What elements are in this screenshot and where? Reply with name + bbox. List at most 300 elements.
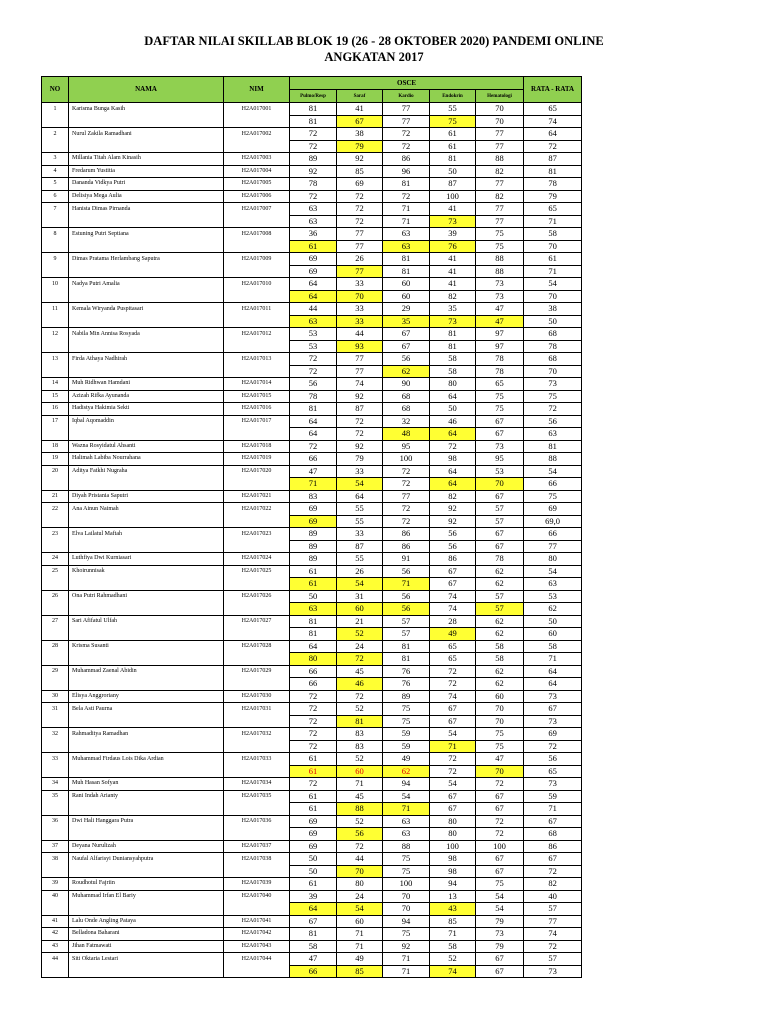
cell-average: 69 xyxy=(524,503,582,516)
cell-nama xyxy=(69,678,224,691)
cell-average: 77 xyxy=(524,540,582,553)
cell-score: 56 xyxy=(383,603,430,616)
cell-no: 34 xyxy=(42,778,69,791)
table-row xyxy=(42,165,582,178)
cell-score: 64 xyxy=(290,278,337,291)
table-row-revision xyxy=(42,965,582,978)
cell-score: 70 xyxy=(476,765,524,778)
cell-average: 79 xyxy=(524,190,582,203)
cell-average: 82 xyxy=(524,878,582,891)
cell-average: 50 xyxy=(524,615,582,628)
cell-nim: H2A017004 xyxy=(224,165,290,178)
cell-score: 39 xyxy=(430,228,476,241)
cell-nama: Bela Asti Paurna xyxy=(69,703,224,716)
cell-score: 96 xyxy=(383,165,430,178)
cell-score: 94 xyxy=(430,878,476,891)
cell-score: 82 xyxy=(430,290,476,303)
table-row xyxy=(42,403,582,416)
table-row xyxy=(42,928,582,941)
table-row-revision xyxy=(42,340,582,353)
cell-nim xyxy=(224,965,290,978)
table-row-revision xyxy=(42,678,582,691)
cell-nim: H2A017001 xyxy=(224,103,290,116)
table-row xyxy=(42,453,582,466)
cell-score: 72 xyxy=(383,465,430,478)
cell-average: 70 xyxy=(524,365,582,378)
cell-nim: H2A017031 xyxy=(224,703,290,716)
cell-score: 81 xyxy=(383,178,430,191)
cell-nim xyxy=(224,240,290,253)
cell-average: 66 xyxy=(524,528,582,541)
cell-score: 46 xyxy=(430,415,476,428)
cell-score: 55 xyxy=(337,515,383,528)
cell-score: 74 xyxy=(430,965,476,978)
cell-nim: H2A017043 xyxy=(224,940,290,953)
cell-score: 67 xyxy=(476,853,524,866)
cell-score: 54 xyxy=(337,578,383,591)
cell-nama: Kemala Wiryanda Puspitasari xyxy=(69,303,224,316)
cell-score: 72 xyxy=(290,140,337,153)
cell-nim xyxy=(224,803,290,816)
cell-score: 55 xyxy=(430,103,476,116)
cell-score: 72 xyxy=(430,678,476,691)
cell-nim xyxy=(224,628,290,641)
cell-score: 52 xyxy=(337,815,383,828)
table-row xyxy=(42,153,582,166)
cell-score: 69 xyxy=(290,265,337,278)
cell-nim: H2A017022 xyxy=(224,503,290,516)
cell-no xyxy=(42,315,69,328)
cell-nama xyxy=(69,140,224,153)
table-row-revision xyxy=(42,478,582,491)
cell-score: 67 xyxy=(337,115,383,128)
cell-score: 71 xyxy=(383,965,430,978)
cell-score: 33 xyxy=(337,315,383,328)
table-row-revision xyxy=(42,828,582,841)
cell-nama xyxy=(69,628,224,641)
cell-score: 87 xyxy=(430,178,476,191)
cell-score: 62 xyxy=(476,565,524,578)
cell-nama xyxy=(69,265,224,278)
cell-score: 72 xyxy=(290,353,337,366)
cell-score: 47 xyxy=(290,465,337,478)
cell-no xyxy=(42,540,69,553)
cell-nama: Krisma Susanti xyxy=(69,640,224,653)
cell-average: 67 xyxy=(524,815,582,828)
cell-no: 14 xyxy=(42,378,69,391)
cell-score: 60 xyxy=(337,603,383,616)
cell-average: 78 xyxy=(524,340,582,353)
cell-score: 64 xyxy=(290,428,337,441)
cell-no: 16 xyxy=(42,403,69,416)
table-row xyxy=(42,390,582,403)
cell-score: 89 xyxy=(383,690,430,703)
cell-average: 61 xyxy=(524,253,582,266)
cell-score: 67 xyxy=(476,415,524,428)
table-row xyxy=(42,178,582,191)
cell-nim xyxy=(224,115,290,128)
cell-nim xyxy=(224,265,290,278)
cell-nim: H2A017033 xyxy=(224,753,290,766)
table-row xyxy=(42,303,582,316)
cell-average: 71 xyxy=(524,265,582,278)
table-row-revision xyxy=(42,215,582,228)
cell-score: 67 xyxy=(430,703,476,716)
cell-score: 53 xyxy=(290,328,337,341)
cell-average: 54 xyxy=(524,465,582,478)
cell-score: 75 xyxy=(383,703,430,716)
cell-score: 56 xyxy=(430,528,476,541)
cell-nama: Belladona Baharani xyxy=(69,928,224,941)
cell-nama: Delisiya Mega Aulia xyxy=(69,190,224,203)
cell-score: 52 xyxy=(337,753,383,766)
cell-average: 56 xyxy=(524,753,582,766)
cell-score: 71 xyxy=(290,478,337,491)
cell-score: 92 xyxy=(383,940,430,953)
cell-score: 61 xyxy=(290,753,337,766)
cell-nim xyxy=(224,603,290,616)
cell-score: 62 xyxy=(383,365,430,378)
header-nim: NIM xyxy=(224,77,290,103)
cell-score: 72 xyxy=(383,478,430,491)
cell-no: 44 xyxy=(42,953,69,966)
cell-nama: Karisma Bunga Kasih xyxy=(69,103,224,116)
cell-score: 64 xyxy=(430,428,476,441)
cell-nim xyxy=(224,540,290,553)
table-row-revision xyxy=(42,140,582,153)
cell-nim: H2A017018 xyxy=(224,440,290,453)
cell-no: 31 xyxy=(42,703,69,716)
cell-score: 67 xyxy=(290,915,337,928)
cell-nama: Elisya Anggroriany xyxy=(69,690,224,703)
cell-score: 60 xyxy=(337,915,383,928)
cell-score: 75 xyxy=(476,878,524,891)
cell-score: 73 xyxy=(476,440,524,453)
cell-score: 85 xyxy=(337,965,383,978)
cell-nama: Rani Indah Arianty xyxy=(69,790,224,803)
cell-average: 72 xyxy=(524,740,582,753)
cell-score: 44 xyxy=(337,853,383,866)
cell-no xyxy=(42,653,69,666)
cell-score: 75 xyxy=(476,240,524,253)
cell-no xyxy=(42,515,69,528)
cell-score: 57 xyxy=(476,503,524,516)
cell-score: 66 xyxy=(290,678,337,691)
cell-nim: H2A017032 xyxy=(224,728,290,741)
cell-score: 100 xyxy=(383,453,430,466)
cell-score: 88 xyxy=(476,265,524,278)
cell-score: 64 xyxy=(430,478,476,491)
cell-no: 39 xyxy=(42,878,69,891)
cell-score: 26 xyxy=(337,253,383,266)
cell-nim xyxy=(224,515,290,528)
cell-nim xyxy=(224,715,290,728)
cell-score: 80 xyxy=(337,878,383,891)
cell-score: 54 xyxy=(337,903,383,916)
cell-average: 73 xyxy=(524,778,582,791)
cell-score: 92 xyxy=(337,153,383,166)
cell-no: 43 xyxy=(42,940,69,953)
cell-score: 65 xyxy=(476,378,524,391)
cell-score: 72 xyxy=(337,415,383,428)
cell-score: 70 xyxy=(383,903,430,916)
cell-score: 72 xyxy=(337,215,383,228)
cell-score: 61 xyxy=(430,128,476,141)
cell-no xyxy=(42,240,69,253)
cell-nama: Wazna Rosyidatul Ahsanti xyxy=(69,440,224,453)
cell-score: 47 xyxy=(476,753,524,766)
cell-nama xyxy=(69,478,224,491)
cell-score: 81 xyxy=(290,403,337,416)
cell-nama xyxy=(69,240,224,253)
cell-score: 41 xyxy=(430,203,476,216)
cell-score: 63 xyxy=(383,240,430,253)
cell-average: 72 xyxy=(524,940,582,953)
cell-nim: H2A017029 xyxy=(224,665,290,678)
cell-no xyxy=(42,828,69,841)
cell-nim: H2A017002 xyxy=(224,128,290,141)
header-osce-col: Pulmo/Resp xyxy=(290,90,337,103)
cell-nama xyxy=(69,365,224,378)
cell-average: 50 xyxy=(524,315,582,328)
cell-score: 54 xyxy=(337,478,383,491)
cell-score: 62 xyxy=(476,665,524,678)
table-row-revision xyxy=(42,240,582,253)
cell-no: 5 xyxy=(42,178,69,191)
cell-no xyxy=(42,115,69,128)
cell-no: 8 xyxy=(42,228,69,241)
cell-nama: Jihan Fatmawati xyxy=(69,940,224,953)
cell-score: 86 xyxy=(383,153,430,166)
cell-score: 72 xyxy=(290,778,337,791)
cell-score: 92 xyxy=(430,515,476,528)
cell-score: 72 xyxy=(476,815,524,828)
cell-score: 46 xyxy=(337,678,383,691)
cell-score: 80 xyxy=(430,815,476,828)
cell-score: 76 xyxy=(383,665,430,678)
cell-nama: Firda Athaya Nadhirah xyxy=(69,353,224,366)
cell-score: 70 xyxy=(476,115,524,128)
cell-no xyxy=(42,578,69,591)
cell-average: 69,0 xyxy=(524,515,582,528)
cell-nama: Nabila Min Annisa Rosyada xyxy=(69,328,224,341)
cell-no: 25 xyxy=(42,565,69,578)
cell-average: 65 xyxy=(524,103,582,116)
cell-score: 92 xyxy=(430,503,476,516)
cell-nama: Sari Afifatul Ulfah xyxy=(69,615,224,628)
cell-nim: H2A017010 xyxy=(224,278,290,291)
table-row xyxy=(42,553,582,566)
cell-score: 100 xyxy=(430,840,476,853)
cell-nama: Muhammad Irfan El Bariy xyxy=(69,890,224,903)
cell-average: 70 xyxy=(524,290,582,303)
cell-nama: Khoirunnisak xyxy=(69,565,224,578)
cell-nama: Naufal Alfarisyi Duniansyahputra xyxy=(69,853,224,866)
cell-score: 54 xyxy=(476,903,524,916)
cell-no: 19 xyxy=(42,453,69,466)
table-row xyxy=(42,190,582,203)
cell-no: 6 xyxy=(42,190,69,203)
cell-score: 67 xyxy=(476,428,524,441)
table-row xyxy=(42,228,582,241)
cell-score: 75 xyxy=(476,390,524,403)
cell-score: 91 xyxy=(383,553,430,566)
cell-score: 56 xyxy=(430,540,476,553)
cell-score: 98 xyxy=(430,865,476,878)
cell-score: 64 xyxy=(290,290,337,303)
cell-score: 66 xyxy=(290,665,337,678)
cell-nama xyxy=(69,428,224,441)
cell-average: 60 xyxy=(524,628,582,641)
cell-average: 71 xyxy=(524,803,582,816)
cell-score: 61 xyxy=(430,140,476,153)
cell-score: 74 xyxy=(430,690,476,703)
cell-score: 49 xyxy=(337,953,383,966)
cell-score: 93 xyxy=(337,340,383,353)
header-osce-col: Kardio xyxy=(383,90,430,103)
cell-score: 45 xyxy=(337,665,383,678)
cell-nim: H2A017030 xyxy=(224,690,290,703)
cell-score: 82 xyxy=(430,490,476,503)
cell-no xyxy=(42,290,69,303)
cell-no: 7 xyxy=(42,203,69,216)
cell-nama xyxy=(69,215,224,228)
cell-nama xyxy=(69,965,224,978)
cell-nim xyxy=(224,740,290,753)
cell-nim: H2A017005 xyxy=(224,178,290,191)
cell-score: 52 xyxy=(337,703,383,716)
cell-average: 69 xyxy=(524,728,582,741)
cell-score: 100 xyxy=(476,840,524,853)
cell-score: 79 xyxy=(476,915,524,928)
table-row xyxy=(42,465,582,478)
table-row-revision xyxy=(42,865,582,878)
table-row xyxy=(42,490,582,503)
table-row xyxy=(42,890,582,903)
cell-average: 71 xyxy=(524,653,582,666)
cell-score: 72 xyxy=(337,190,383,203)
cell-nama xyxy=(69,765,224,778)
cell-score: 77 xyxy=(476,215,524,228)
table-row-revision xyxy=(42,290,582,303)
cell-average: 64 xyxy=(524,665,582,678)
cell-score: 71 xyxy=(383,215,430,228)
cell-score: 63 xyxy=(383,815,430,828)
cell-score: 56 xyxy=(383,565,430,578)
cell-score: 54 xyxy=(430,728,476,741)
cell-score: 72 xyxy=(337,840,383,853)
cell-score: 78 xyxy=(476,353,524,366)
cell-nama: Roudhotul Fajriin xyxy=(69,878,224,891)
cell-nim xyxy=(224,865,290,878)
table-row-revision xyxy=(42,428,582,441)
cell-score: 75 xyxy=(383,853,430,866)
cell-score: 58 xyxy=(430,365,476,378)
cell-average: 62 xyxy=(524,603,582,616)
cell-score: 77 xyxy=(383,115,430,128)
cell-score: 67 xyxy=(430,715,476,728)
cell-score: 98 xyxy=(430,453,476,466)
cell-score: 55 xyxy=(337,503,383,516)
cell-score: 72 xyxy=(430,765,476,778)
cell-score: 71 xyxy=(383,953,430,966)
cell-score: 82 xyxy=(476,190,524,203)
cell-average: 74 xyxy=(524,928,582,941)
cell-score: 92 xyxy=(337,440,383,453)
cell-no: 10 xyxy=(42,278,69,291)
cell-score: 81 xyxy=(430,153,476,166)
cell-nama xyxy=(69,603,224,616)
cell-score: 79 xyxy=(337,453,383,466)
cell-score: 72 xyxy=(290,728,337,741)
cell-average: 54 xyxy=(524,565,582,578)
cell-score: 72 xyxy=(383,140,430,153)
cell-average: 59 xyxy=(524,790,582,803)
cell-score: 52 xyxy=(430,953,476,966)
cell-nama xyxy=(69,903,224,916)
cell-no xyxy=(42,365,69,378)
table-row xyxy=(42,203,582,216)
cell-score: 54 xyxy=(430,778,476,791)
cell-score: 72 xyxy=(290,365,337,378)
document-subtitle: ANGKATAN 2017 xyxy=(324,50,424,64)
cell-score: 82 xyxy=(476,165,524,178)
cell-nama: Ana Ainun Naimah xyxy=(69,503,224,516)
cell-nim: H2A017034 xyxy=(224,778,290,791)
cell-score: 72 xyxy=(383,503,430,516)
cell-nim: H2A017011 xyxy=(224,303,290,316)
cell-score: 70 xyxy=(337,290,383,303)
cell-score: 70 xyxy=(476,103,524,116)
cell-no xyxy=(42,903,69,916)
cell-nim: H2A017020 xyxy=(224,465,290,478)
cell-average: 64 xyxy=(524,128,582,141)
cell-nim: H2A017038 xyxy=(224,853,290,866)
cell-nama: Iqbal Aqomaddin xyxy=(69,415,224,428)
cell-score: 81 xyxy=(337,715,383,728)
cell-score: 81 xyxy=(383,640,430,653)
cell-no: 15 xyxy=(42,390,69,403)
cell-score: 29 xyxy=(383,303,430,316)
header-rata-rata: RATA - RATA xyxy=(524,77,582,103)
table-row-revision xyxy=(42,540,582,553)
cell-score: 72 xyxy=(383,128,430,141)
cell-no: 3 xyxy=(42,153,69,166)
table-row xyxy=(42,328,582,341)
cell-score: 81 xyxy=(383,265,430,278)
cell-no xyxy=(42,603,69,616)
table-row-revision xyxy=(42,803,582,816)
cell-nama xyxy=(69,340,224,353)
cell-average: 75 xyxy=(524,390,582,403)
cell-score: 94 xyxy=(383,915,430,928)
cell-nama xyxy=(69,315,224,328)
cell-average: 72 xyxy=(524,140,582,153)
cell-score: 69 xyxy=(290,515,337,528)
cell-score: 64 xyxy=(337,490,383,503)
cell-no: 22 xyxy=(42,503,69,516)
cell-average: 71 xyxy=(524,215,582,228)
cell-score: 77 xyxy=(337,240,383,253)
cell-nim: H2A017036 xyxy=(224,815,290,828)
cell-score: 76 xyxy=(430,240,476,253)
cell-score: 64 xyxy=(290,640,337,653)
cell-score: 77 xyxy=(476,128,524,141)
cell-score: 33 xyxy=(337,528,383,541)
cell-score: 62 xyxy=(476,615,524,628)
table-row xyxy=(42,128,582,141)
cell-average: 72 xyxy=(524,865,582,878)
